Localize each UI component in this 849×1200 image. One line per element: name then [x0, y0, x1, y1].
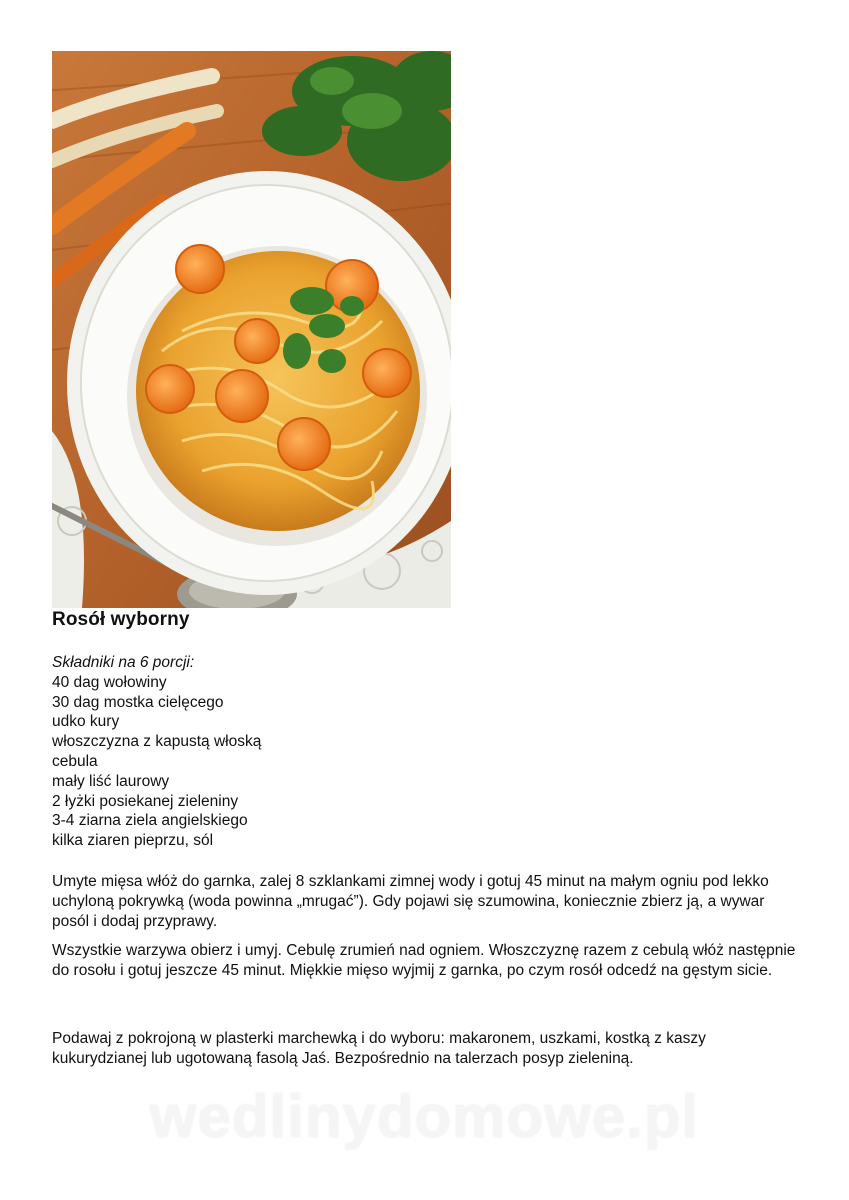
ingredient-item: 2 łyżki posiekanej zieleniny: [52, 792, 239, 810]
ingredient-item: 40 dag wołowiny: [52, 673, 167, 691]
ingredient-item: włoszczyzna z kapustą włoską: [52, 733, 262, 751]
ingredient-item: mały liść laurowy: [52, 772, 170, 790]
watermark: wedlinydomowe.pl: [149, 1083, 700, 1150]
soup-photo: [52, 51, 451, 608]
ingredient-item: kilka ziaren pieprzu, sól: [52, 832, 214, 850]
ingredient-item: udko kury: [52, 713, 120, 731]
ingredient-item: 30 dag mostka cielęcego: [52, 693, 224, 711]
instruction-paragraph-3: Podawaj z pokrojoną w plasterki marchewką i do wyboru: makaronem, uszkami, kostką z kaszy kukurydzianej lub ugotowaną fasolą Jaś. Bezpośrednio na talerzach posyp zieleniną.: [52, 1030, 706, 1067]
ingredients-section: [52, 653, 261, 851]
instruction-paragraph-2: Wszystkie warzywa obierz i umyj. Cebulę zrumień nad ogniem. Włoszczyznę razem z cebulą włóż następnie do rosołu i gotuj jeszcze 45 minut. Miękkie mięso wyjmij z garnka, po czym rosół odcedź na gęstym sicie.: [52, 942, 796, 979]
ingredient-item: cebula: [52, 752, 98, 770]
ingredient-item: 3-4 ziarna ziela angielskiego: [52, 812, 248, 830]
ingredients-list: [52, 673, 261, 851]
recipe-title: Rosół wyborny: [52, 609, 190, 630]
instruction-paragraph-1: Umyte mięsa włóż do garnka, zalej 8 szklankami zimnej wody i gotuj 45 minut na małym ogniu pod lekko uchyloną pokrywką (woda powinna „mrugać”). Gdy pojawi się szumowina, koniecznie zbierz ją, a wywar posól i dodaj przyprawy.: [52, 873, 769, 930]
ingredients-heading: Składniki na 6 porcji:: [52, 654, 195, 671]
